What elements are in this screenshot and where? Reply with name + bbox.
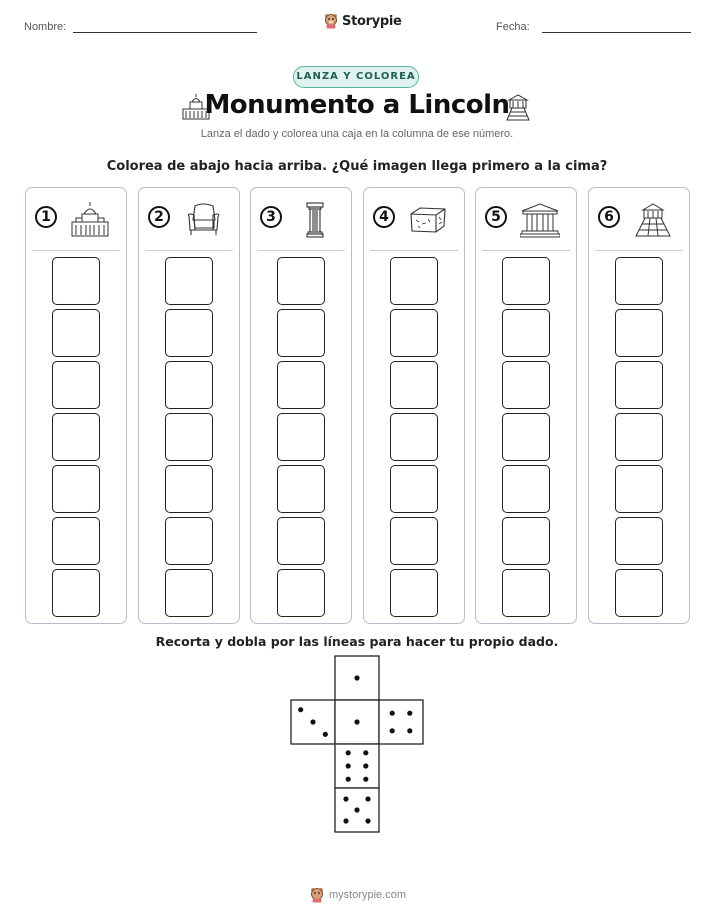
bear-mascot-icon [310,887,324,903]
column-divider [32,250,120,251]
color-box[interactable] [277,257,325,305]
die-pip [390,711,395,716]
die-column-5 [475,187,577,624]
color-box[interactable] [165,569,213,617]
die-pip [407,728,412,733]
color-box[interactable] [502,361,550,409]
color-box[interactable] [52,413,100,461]
die-pip [298,707,303,712]
die-pip [407,711,412,716]
color-box[interactable] [615,517,663,565]
greek-temple-icon [520,202,560,238]
color-box[interactable] [277,465,325,513]
name-label: Nombre: [24,21,67,33]
memorial-title-icon [503,92,533,127]
color-box[interactable] [615,569,663,617]
color-box[interactable] [165,517,213,565]
die-pip [354,719,359,724]
die-pip [343,818,348,823]
die-column-3 [250,187,352,624]
die-face-6 [335,744,379,788]
color-box[interactable] [502,413,550,461]
color-box[interactable] [165,257,213,305]
die-pip [354,807,359,812]
instruction: Colorea de abajo hacia arriba. ¿Qué imagen llega primero a la cima? [106,159,608,174]
column-divider [482,250,570,251]
column-icon [295,202,335,238]
color-box[interactable] [165,309,213,357]
bear-mascot-icon [324,13,338,29]
color-box[interactable] [615,413,663,461]
color-box[interactable] [165,361,213,409]
footer-url[interactable]: mystorypie.com [329,889,407,901]
color-box[interactable] [615,309,663,357]
column-number: 2 [148,206,170,228]
die-pip [363,763,368,768]
subtitle: Lanza el dado y colorea una caja en la columna de ese número. [200,128,514,140]
column-divider [595,250,683,251]
die-pip [343,796,348,801]
color-box[interactable] [502,309,550,357]
color-box[interactable] [390,257,438,305]
storypie-logo [324,13,402,29]
footer [310,887,406,903]
cut-instruction: Recorta y dobla por las líneas para hacer tu propio dado. [155,634,559,649]
logo-text: Storypie [342,13,402,29]
capitol-building-icon [70,202,110,238]
die-pip [363,777,368,782]
color-box[interactable] [502,569,550,617]
date-label: Fecha: [496,21,530,33]
color-box[interactable] [277,517,325,565]
die-pip [346,777,351,782]
die-pip [323,732,328,737]
armchair-icon [183,202,223,238]
column-number: 4 [373,206,395,228]
color-box[interactable] [52,361,100,409]
die-pip [365,796,370,801]
color-box[interactable] [52,569,100,617]
die-face-3 [291,700,335,744]
die-column-1 [25,187,127,624]
die-face-1 [335,656,379,700]
color-box[interactable] [615,361,663,409]
color-box[interactable] [52,257,100,305]
name-line[interactable] [73,32,257,33]
color-box[interactable] [52,309,100,357]
color-box[interactable] [390,517,438,565]
color-box[interactable] [502,517,550,565]
die-pip [354,675,359,680]
color-box[interactable] [615,465,663,513]
color-box[interactable] [277,413,325,461]
column-number: 5 [485,206,507,228]
color-box[interactable] [502,257,550,305]
date-line[interactable] [542,32,691,33]
column-number: 1 [35,206,57,228]
die-column-6 [588,187,690,624]
color-box[interactable] [165,465,213,513]
color-box[interactable] [165,413,213,461]
page-title: Monumento a Lincoln [204,90,510,120]
column-number: 3 [260,206,282,228]
die-face-5 [335,788,379,832]
color-box[interactable] [390,413,438,461]
die-column-2 [138,187,240,624]
activity-badge: LANZA Y COLOREA [293,66,419,88]
color-box[interactable] [502,465,550,513]
color-box[interactable] [390,569,438,617]
color-box[interactable] [52,465,100,513]
memorial-steps-icon [633,202,673,238]
color-box[interactable] [277,361,325,409]
color-box[interactable] [390,465,438,513]
column-divider [145,250,233,251]
die-pip [310,719,315,724]
column-number: 6 [598,206,620,228]
die-pip [346,750,351,755]
color-box[interactable] [390,361,438,409]
color-box[interactable] [390,309,438,357]
die-pip [346,763,351,768]
die-pip [390,728,395,733]
color-box[interactable] [277,569,325,617]
die-face-4 [379,700,423,744]
column-divider [257,250,345,251]
column-divider [370,250,458,251]
marble-block-icon [408,202,448,238]
die-column-4 [363,187,465,624]
color-box[interactable] [615,257,663,305]
color-box[interactable] [52,517,100,565]
die-pip [363,750,368,755]
die-net [280,650,440,850]
die-face-1 [335,700,379,744]
die-pip [365,818,370,823]
color-box[interactable] [277,309,325,357]
